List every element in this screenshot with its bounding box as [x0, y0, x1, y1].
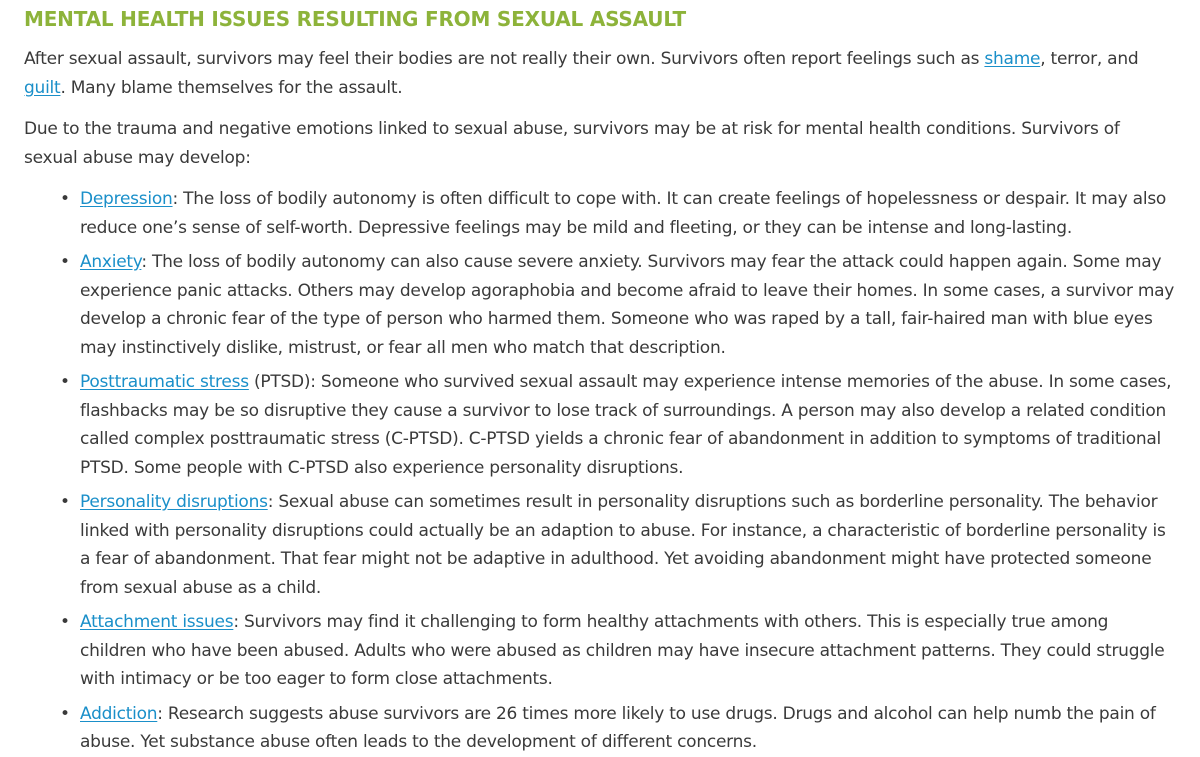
- section-heading: MENTAL HEALTH ISSUES RESULTING FROM SEXUAL ASSAULT: [24, 7, 686, 31]
- list-item-depression: [60, 185, 1176, 242]
- bullet-icon: •: [60, 612, 70, 632]
- intro-text-1: After sexual assault, survivors may feel their bodies are not really their own. Survivors often report feelings such as: [24, 49, 985, 69]
- intro-paragraph: [24, 45, 1176, 103]
- list-item-attachment-issues: [60, 608, 1176, 694]
- ptsd-text: (PTSD): Someone who survived sexual assault may experience intense memories of the abuse. In some cases, flashbacks may be so disruptive they cause a survivor to lose track of surroundings. A person may also develop a related condition called complex posttraumatic stress (C-PTSD). C-PTSD yields a chronic fear of abandonment in addition to symptoms of traditional PTSD. Some people with C-PTSD also experience personality disruptions.: [80, 372, 1172, 478]
- bullet-icon: •: [60, 492, 70, 512]
- personality-disruptions-link[interactable]: Personality disruptions: [80, 492, 268, 512]
- posttraumatic-stress-link[interactable]: Posttraumatic stress: [80, 372, 249, 392]
- attachment-issues-link[interactable]: Attachment issues: [80, 612, 234, 632]
- list-item-anxiety: [60, 248, 1176, 362]
- bullet-icon: •: [60, 252, 70, 272]
- bullet-icon: •: [60, 189, 70, 209]
- depression-link[interactable]: Depression: [80, 189, 173, 209]
- intro-text-2: , terror, and: [1040, 49, 1139, 69]
- guilt-link[interactable]: guilt: [24, 78, 61, 98]
- lead-paragraph: Due to the trauma and negative emotions linked to sexual abuse, survivors may be at risk for mental health conditions. Survivors of sexual abuse may develop:: [24, 119, 1120, 168]
- list-item-ptsd: [60, 368, 1176, 482]
- anxiety-link[interactable]: Anxiety: [80, 252, 142, 272]
- bullet-icon: •: [60, 372, 70, 392]
- addiction-text: : Research suggests abuse survivors are 26 times more likely to use drugs. Drugs and alcohol can help numb the pain of abuse. Yet substance abuse often leads to the development of different concerns.: [80, 703, 1156, 752]
- attachment-issues-text: : Survivors may find it challenging to form healthy attachments with others. This is especially true among children who have been abused. Adults who were abused as children may have insecure attachment patterns. They could struggle with intimacy or be too eager to form close attachments.: [80, 612, 1165, 689]
- bullet-icon: •: [60, 703, 70, 724]
- conditions-list: [24, 185, 1176, 757]
- addiction-link[interactable]: Addiction: [80, 703, 158, 724]
- depression-text: : The loss of bodily autonomy is often difficult to cope with. It can create feelings of hopelessness or despair. It may also reduce one’s sense of self-worth. Depressive feelings may be mild and fleeting, or they can be intense and long-lasting.: [80, 189, 1167, 238]
- personality-disruptions-text: : Sexual abuse can sometimes result in personality disruptions such as borderline personality. The behavior linked with personality disruptions could actually be an adaption to abuse. For instance, a characteristic of borderline personality is a fear of abandonment. That fear might not be adaptive in adulthood. Yet avoiding abandonment might have protected someone from sexual abuse as a child.: [80, 492, 1166, 598]
- anxiety-text: : The loss of bodily autonomy can also cause severe anxiety. Survivors may fear the attack could happen again. Some may experience panic attacks. Others may develop agoraphobia and become afraid to leave their homes. In some cases, a survivor may develop a chronic fear of the type of person who harmed them. Someone who was raped by a tall, fair-haired man with blue eyes may instinctively dislike, mistrust, or fear all men who match that description.: [80, 252, 1175, 358]
- list-item-addiction: [60, 700, 1176, 757]
- list-item-personality-disruptions: [60, 488, 1176, 602]
- intro-text-3: . Many blame themselves for the assault.: [60, 78, 403, 98]
- shame-link[interactable]: shame: [984, 49, 1041, 69]
